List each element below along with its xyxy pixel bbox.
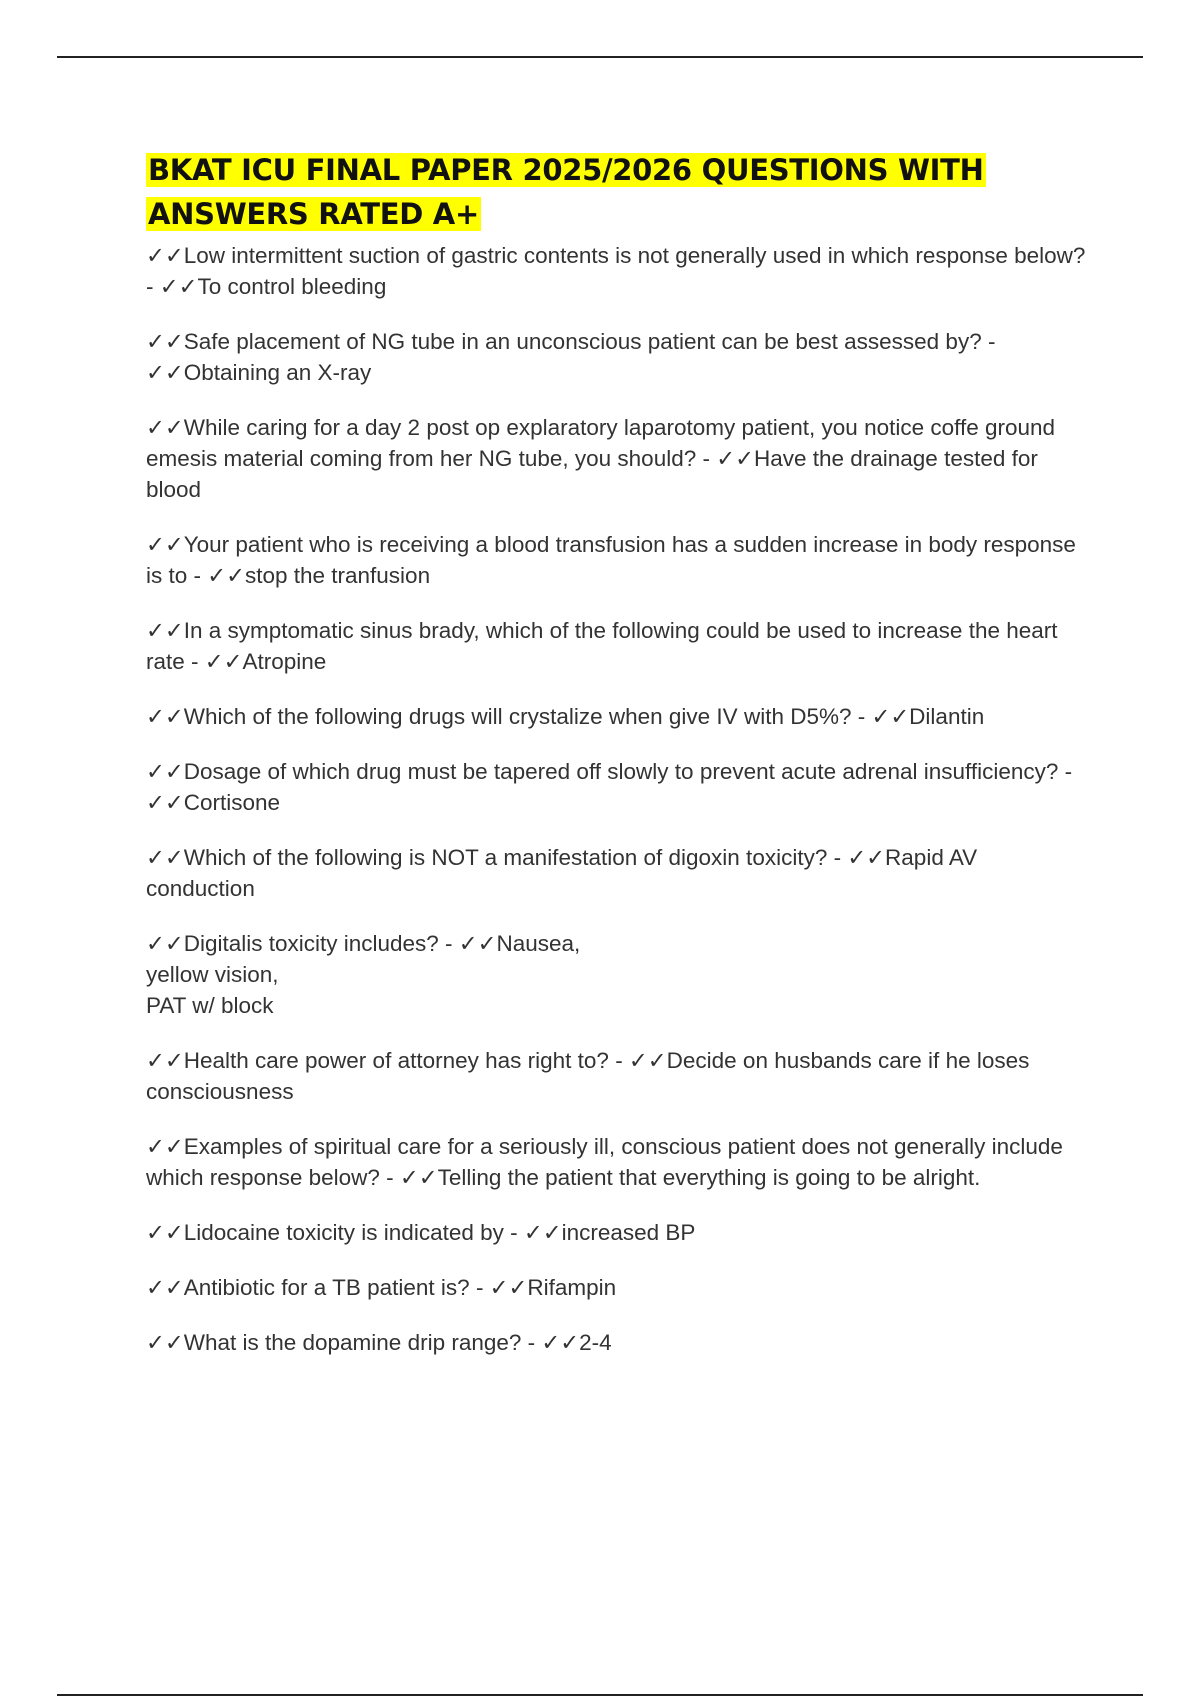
title-highlight: BKAT ICU FINAL PAPER 2025/2026 QUESTIONS WITH ANSWERS RATED A+ — [148, 153, 984, 231]
document-body — [146, 148, 1086, 1382]
top-rule — [57, 56, 1143, 58]
qa-item: ✓✓Your patient who is receiving a blood transfusion has a sudden increase in body response is to - ✓✓stop the tranfusion — [146, 532, 1076, 588]
qa-item: ✓✓While caring for a day 2 post op explaratory laparotomy patient, you notice coffe ground emesis material coming from her NG tube, you should? - ✓✓Have the drainage tested for blood — [146, 415, 1056, 502]
qa-item: ✓✓Antibiotic for a TB patient is? - ✓✓Rifampin — [146, 1275, 617, 1300]
qa-item: ✓✓What is the dopamine drip range? - ✓✓2-4 — [146, 1330, 612, 1355]
qa-item: ✓✓Examples of spiritual care for a seriously ill, conscious patient does not generally include which response below? - ✓✓Telling the patient that everything is going to be alright. — [146, 1134, 1063, 1190]
qa-item: ✓✓Health care power of attorney has right to? - ✓✓Decide on husbands care if he loses consciousness — [146, 1048, 1030, 1104]
document-title — [146, 148, 1086, 236]
qa-item: ✓✓Digitalis toxicity includes? - ✓✓Nausea, yellow vision, PAT w/ block — [146, 931, 581, 1018]
qa-item: ✓✓Low intermittent suction of gastric contents is not generally used in which response below? - ✓✓To control bleeding — [146, 243, 1086, 299]
qa-item: ✓✓Dosage of which drug must be tapered off slowly to prevent acute adrenal insufficiency? - ✓✓Cortisone — [146, 759, 1073, 815]
qa-item: ✓✓Lidocaine toxicity is indicated by - ✓✓increased BP — [146, 1220, 696, 1245]
bottom-rule — [57, 1694, 1143, 1696]
qa-item: ✓✓In a symptomatic sinus brady, which of the following could be used to increase the heart rate - ✓✓Atropine — [146, 618, 1058, 674]
qa-item: ✓✓Safe placement of NG tube in an unconscious patient can be best assessed by? - ✓✓Obtaining an X-ray — [146, 329, 996, 385]
qa-item: ✓✓Which of the following is NOT a manifestation of digoxin toxicity? - ✓✓Rapid AV conduction — [146, 845, 978, 901]
qa-item: ✓✓Which of the following drugs will crystalize when give IV with D5%? - ✓✓Dilantin — [146, 704, 985, 729]
